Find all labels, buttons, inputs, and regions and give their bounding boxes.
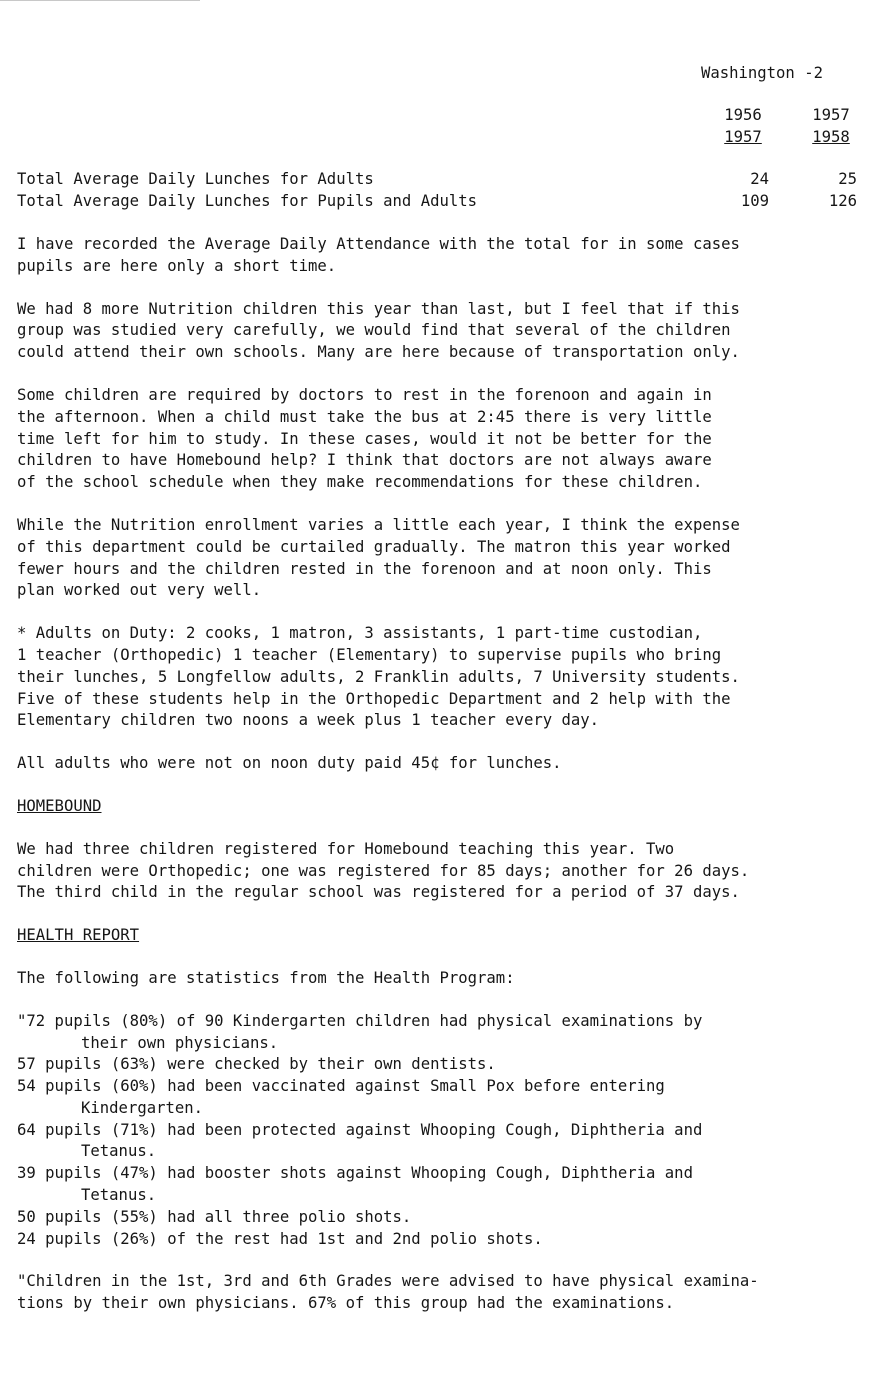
text-line: We had 8 more Nutrition children this year than last, but I feel that if this bbox=[17, 299, 740, 318]
lunches-value: 126 bbox=[828, 192, 857, 211]
section-heading-homebound: HOMEBOUND bbox=[17, 796, 102, 815]
lunches-row bbox=[17, 191, 857, 213]
text-line: The third child in the regular school was registered for a period of 37 days. bbox=[17, 883, 740, 902]
text-line: While the Nutrition enrollment varies a little each year, I think the expense bbox=[17, 515, 740, 534]
text-line: We had three children registered for Homebound teaching this year. Two bbox=[17, 839, 675, 858]
stat-item-continuation: Kindergarten. bbox=[81, 1098, 204, 1117]
stat-item: 50 pupils (55%) had all three polio shots. bbox=[17, 1207, 412, 1226]
text-line: children to have Homebound help? I think that doctors are not always aware bbox=[17, 451, 712, 470]
text-line: Five of these students help in the Orthopedic Department and 2 help with the bbox=[17, 689, 731, 708]
text-line: pupils are here only a short time. bbox=[17, 256, 337, 275]
paragraph-enrollment bbox=[17, 515, 857, 602]
lunches-table bbox=[17, 169, 857, 213]
text-line: the afternoon. When a child must take the bus at 2:45 there is very little bbox=[17, 407, 712, 426]
stat-item: 64 pupils (71%) had been protected against Whooping Cough, Diphtheria and bbox=[17, 1120, 703, 1139]
text-line: * Adults on Duty: 2 cooks, 1 matron, 3 assistants, 1 part-time custodian, bbox=[17, 624, 703, 643]
text-line: 1 teacher (Orthopedic) 1 teacher (Elementary) to supervise pupils who bring bbox=[17, 645, 722, 664]
lunches-value: 24 bbox=[750, 170, 769, 189]
paragraph-nutrition bbox=[17, 299, 857, 364]
lunches-label: Total Average Daily Lunches for Pupils and Adults bbox=[17, 192, 478, 211]
text-line: of the school schedule when they make recommendations for these children. bbox=[17, 473, 703, 492]
text-line: group was studied very carefully, we would find that several of the children bbox=[17, 321, 731, 340]
stat-item: 57 pupils (63%) were checked by their own dentists. bbox=[17, 1055, 496, 1074]
text-line: plan worked out very well. bbox=[17, 581, 262, 600]
lunches-label: Total Average Daily Lunches for Adults bbox=[17, 170, 374, 189]
year-col2-bottom: 1958 bbox=[812, 127, 850, 146]
text-line: children were Orthopedic; one was registered for 85 days; another for 26 days. bbox=[17, 861, 750, 880]
text-line: of this department could be curtailed gradually. The matron this year worked bbox=[17, 537, 731, 556]
document-page bbox=[17, 63, 857, 1336]
lunches-value: 25 bbox=[838, 170, 857, 189]
page-reference: Washington -2 bbox=[700, 64, 823, 82]
text-line: Some children are required by doctors to rest in the forenoon and again in bbox=[17, 385, 712, 404]
top-rule bbox=[0, 0, 200, 1]
stat-item: 54 pupils (60%) had been vaccinated against Small Pox before entering bbox=[17, 1077, 665, 1096]
text-line: their lunches, 5 Longfellow adults, 2 Franklin adults, 7 University students. bbox=[17, 667, 740, 686]
health-intro: The following are statistics from the Health Program: bbox=[17, 968, 515, 987]
paragraph-homebound bbox=[17, 839, 857, 904]
stat-item: 39 pupils (47%) had booster shots against Whooping Cough, Diphtheria and bbox=[17, 1164, 693, 1183]
stat-item-continuation: their own physicians. bbox=[81, 1033, 279, 1052]
health-statistics-list bbox=[17, 1011, 857, 1251]
year-col2-top: 1957 bbox=[812, 105, 850, 124]
paragraph-rest bbox=[17, 385, 857, 494]
section-heading-health-report: HEALTH REPORT bbox=[17, 926, 140, 945]
year-columns bbox=[17, 105, 857, 149]
year-col1-top: 1956 bbox=[724, 105, 762, 124]
stat-item-continuation: Tetanus. bbox=[81, 1142, 157, 1161]
text-line: tions by their own physicians. 67% of this group had the examinations. bbox=[17, 1294, 675, 1313]
text-line: fewer hours and the children rested in the forenoon and at noon only. This bbox=[17, 559, 712, 578]
paragraph-attendance bbox=[17, 234, 857, 278]
text-line: Elementary children two noons a week plus 1 teacher every day. bbox=[17, 711, 600, 730]
paragraph-grade-exams bbox=[17, 1271, 857, 1315]
text-line: I have recorded the Average Daily Attendance with the total for in some cases bbox=[17, 234, 740, 253]
paragraph-lunch-price: All adults who were not on noon duty paid 45¢ for lunches. bbox=[17, 754, 562, 773]
text-line: could attend their own schools. Many are here because of transportation only. bbox=[17, 343, 740, 362]
year-col1-bottom: 1957 bbox=[724, 127, 762, 146]
text-line: time left for him to study. In these cases, would it not be better for the bbox=[17, 429, 712, 448]
text-line: "Children in the 1st, 3rd and 6th Grades were advised to have physical examina- bbox=[17, 1272, 759, 1291]
stat-item-continuation: Tetanus. bbox=[81, 1186, 157, 1205]
lunches-value: 109 bbox=[740, 192, 769, 211]
lunches-row bbox=[17, 169, 857, 191]
stat-item: "72 pupils (80%) of 90 Kindergarten children had physical examinations by bbox=[17, 1011, 703, 1030]
paragraph-adults-on-duty bbox=[17, 623, 857, 732]
stat-item: 24 pupils (26%) of the rest had 1st and 2nd polio shots. bbox=[17, 1229, 543, 1248]
